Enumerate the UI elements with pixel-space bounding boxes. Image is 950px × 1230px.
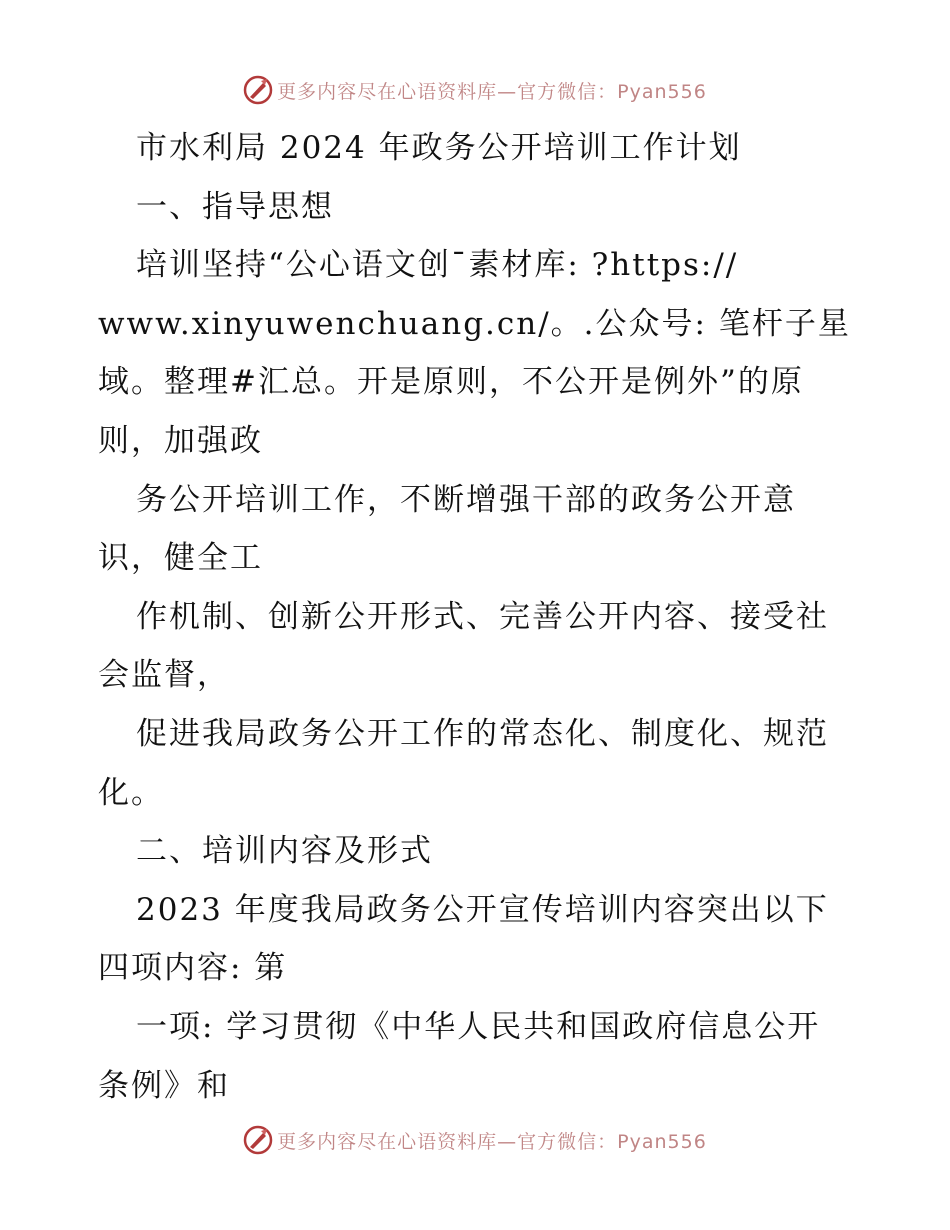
- paragraph-line: 培训坚持“公心语文创¯素材库: ?https://: [136, 247, 739, 284]
- paragraph-line: 一项: 学习贯彻《中华人民共和国政府信息公开: [136, 1008, 821, 1045]
- quill-logo-icon: [243, 75, 273, 105]
- section-heading-training-content: 二、培训内容及形式: [136, 833, 433, 870]
- footer-watermark-banner: [0, 1120, 950, 1160]
- section-heading-guiding-ideology: 一、指导思想: [136, 188, 334, 225]
- paragraph-line: 则，加强政: [98, 422, 263, 459]
- paragraph-line: 条例》和: [98, 1067, 230, 1104]
- paragraph-line: 识，健全工: [98, 540, 263, 577]
- paragraph-line: 会监督，: [98, 657, 230, 694]
- paragraph-line: 促进我局政务公开工作的常态化、制度化、规范: [136, 715, 829, 752]
- paragraph-line: 四项内容: 第: [98, 950, 288, 987]
- paragraph-line: www.xinyuwenchuang.cn/。.公众号: 笔杆子星: [98, 305, 851, 342]
- quill-logo-icon: [243, 1125, 273, 1155]
- paragraph-line: 化。: [98, 774, 164, 811]
- watermark-text: 更多内容尽在心语资料库—官方微信：Pyan556: [277, 80, 707, 103]
- watermark-text: 更多内容尽在心语资料库—官方微信：Pyan556: [277, 1130, 707, 1153]
- paragraph-line: 作机制、创新公开形式、完善公开内容、接受社: [136, 598, 829, 635]
- paragraph-line: 务公开培训工作，不断增强干部的政务公开意: [136, 481, 796, 518]
- document-title: 市水利局 2024 年政务公开培训工作计划: [136, 130, 742, 166]
- paragraph-line: 域。整理#汇总。开是原则，不公开是例外”的原: [98, 364, 804, 401]
- header-watermark-banner: [0, 70, 950, 110]
- paragraph-line: 2023 年度我局政务公开宣传培训内容突出以下: [136, 891, 829, 928]
- document-body: [98, 119, 858, 1115]
